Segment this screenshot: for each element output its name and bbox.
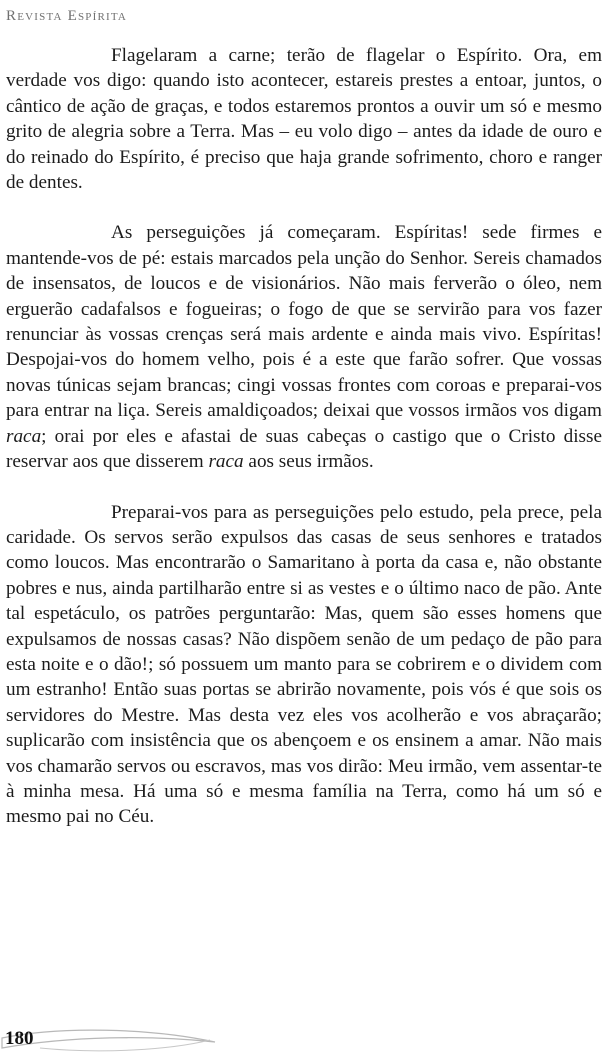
page-footer [0, 1018, 607, 1061]
paragraph [6, 220, 602, 474]
italic-term: raca [208, 451, 244, 473]
italic-term: raca [6, 425, 42, 447]
text-run: Preparai-vos para as perseguições pelo estudo, pela prece, pela caridade. Os servos serão expulsos das casas de seus senhores e tratados como loucos. Mas encontrarão o Samaritano à porta da casa e, não obstante pobres e nus, ainda partilharão entre si as vestes e o último naco de pão. Ante tal espetáculo, os patrões perguntarão: Mas, quem são esses homens que expulsamos de nossas casas? Não dispõem senão de um pedaço de pão para esta noite e o dão!; só possuem um manto para se cobrirem e o dividem com um estranho! Então suas portas se abrirão novamente, pois vós é que sois os servidores do Mestre. Mas desta vez eles vos acolherão e vos abraçarão; suplicarão com insistência que os abençoem e os ensinem a amar. Não mais vos chamarão servos ou escravos, mas vos dirão: Meu irmão, vem assentar-te à minha mesa. Há uma só e mesma família na Terra, como há um só e mesmo pai no Céu. [6, 501, 602, 828]
text-run: Flagelaram a carne; terão de flagelar o Espírito. Ora, em verdade vos digo: quando isto acontecer, estareis prestes a entoar, juntos, o cântico de ação de graças, e todos estaremos prontos a ouvir um só e mesmo grito de alegria sobre a Terra. Mas – eu volo digo – antes da idade de ouro e do reinado do Espírito, é preciso que haja grande sofrimento, choro e ranger de dentes. [6, 45, 602, 194]
text-run: As perseguições já começaram. Espíritas! sede firmes e mantende-vos de pé: estais marcados pela unção do Senhor. Sereis chamados de insensatos, de loucos e de visionários. Não mais ferverão o óleo, nem erguerão cadafalsos e fogueiras; o fogo de que se servirão para vos fazer renunciar às vossas crenças será mais ardente e ainda mais vivo. Espíritas! Despojai-vos do homem velho, pois é a este que farão sofrer. Que vossas novas túnicas sejam brancas; cingi vossas frontes com coroas e preparai-vos para entrar na liça. Sereis amaldiçoados; deixai que vossos irmãos vos digam [6, 222, 602, 422]
decorative-swoosh [0, 1018, 607, 1061]
page-number: 180 [5, 1028, 34, 1049]
body-text [6, 43, 602, 830]
text-run: aos seus irmãos. [243, 451, 374, 473]
paragraph [6, 500, 602, 830]
text-run: ; orai por eles e afastai de suas cabeças o castigo que o Cristo disse reservar aos que disserem [6, 425, 602, 473]
running-header-title: Revista Espírita [6, 8, 128, 24]
paragraph [6, 43, 602, 195]
